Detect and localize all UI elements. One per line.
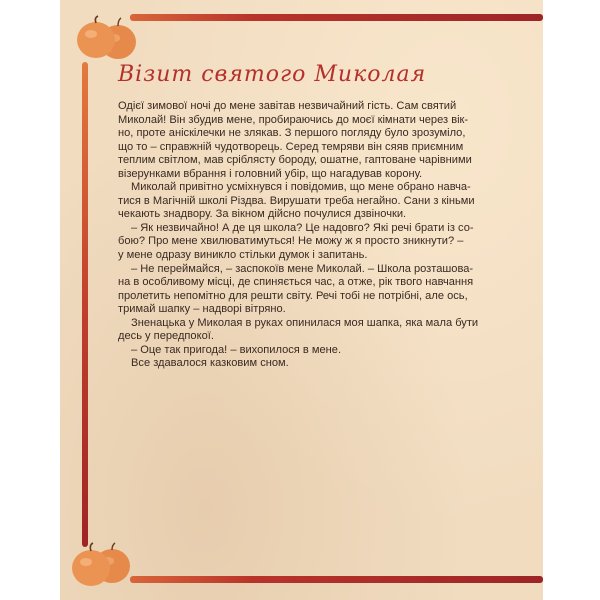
text-line: візерунками вбрання і головний убір, що нагадував корону.	[118, 167, 423, 180]
text-line: Зненацька у Миколая в руках опинилася моя шапка, яка мала бути	[131, 316, 479, 329]
text-line: пролетить непомітно для решти світу. Речі тобі не потрібні, але ось,	[118, 289, 468, 302]
text-line: теплим світлом, мав сріблясту бороду, ошатне, гаптоване чарівними	[118, 154, 472, 167]
apples-icon	[74, 14, 140, 64]
text-line: у мене одразу виникло стільки думок і запитань.	[118, 249, 368, 262]
text-line: – Не переймайся, – заспокоїв мене Миколай. – Школа розташова-	[131, 262, 474, 275]
text-line: Миколай привітно усміхнувся і повідомив, що мене обрано навча-	[131, 181, 471, 194]
apples-icon	[70, 540, 136, 590]
top-border-stripe	[130, 14, 543, 21]
text-line: Одієї зимової ночі до мене завітав незвичайний гість. Сам святий	[118, 100, 457, 112]
text-line: Все здавалося казковим сном.	[131, 357, 289, 370]
text-line: – Як незвичайно! А де ця школа? Це надовго? Які речі брати із со-	[131, 221, 474, 234]
text-line: тримай шапку – надворі вітряно.	[118, 303, 286, 316]
text-line: бою? Про мене хвилюватимуться! Не можу ж я просто зникнути? –	[118, 235, 464, 248]
text-line: но, проте аніскілечки не злякав. З першого погляду було зрозуміло,	[118, 127, 466, 140]
text-line: тися в Магічній школі Різдва. Вирушати треба негайно. Сани з кіньми	[118, 194, 475, 207]
text-line: чекають знадвору. За вікном дійсно почулися дзвіночки.	[118, 208, 407, 221]
text-line: десь у передпокої.	[118, 330, 214, 343]
page-title: Візит святого Миколая	[118, 62, 427, 87]
bottom-border-stripe	[130, 576, 543, 583]
left-border-stripe	[82, 62, 88, 547]
text-line: – Оце так пригода! – вихопилося в мене.	[131, 343, 342, 356]
text-line: Миколай! Він збудив мене, пробираючись до моєї кімнати через вік-	[118, 113, 469, 126]
text-line: на в особливому місці, де спиняється час, а отже, рік твого навчання	[118, 276, 474, 289]
text-line: що то – справжній чудотворець. Серед темряви він сяяв приємним	[118, 140, 464, 153]
story-text	[118, 100, 532, 371]
book-page	[60, 0, 543, 600]
